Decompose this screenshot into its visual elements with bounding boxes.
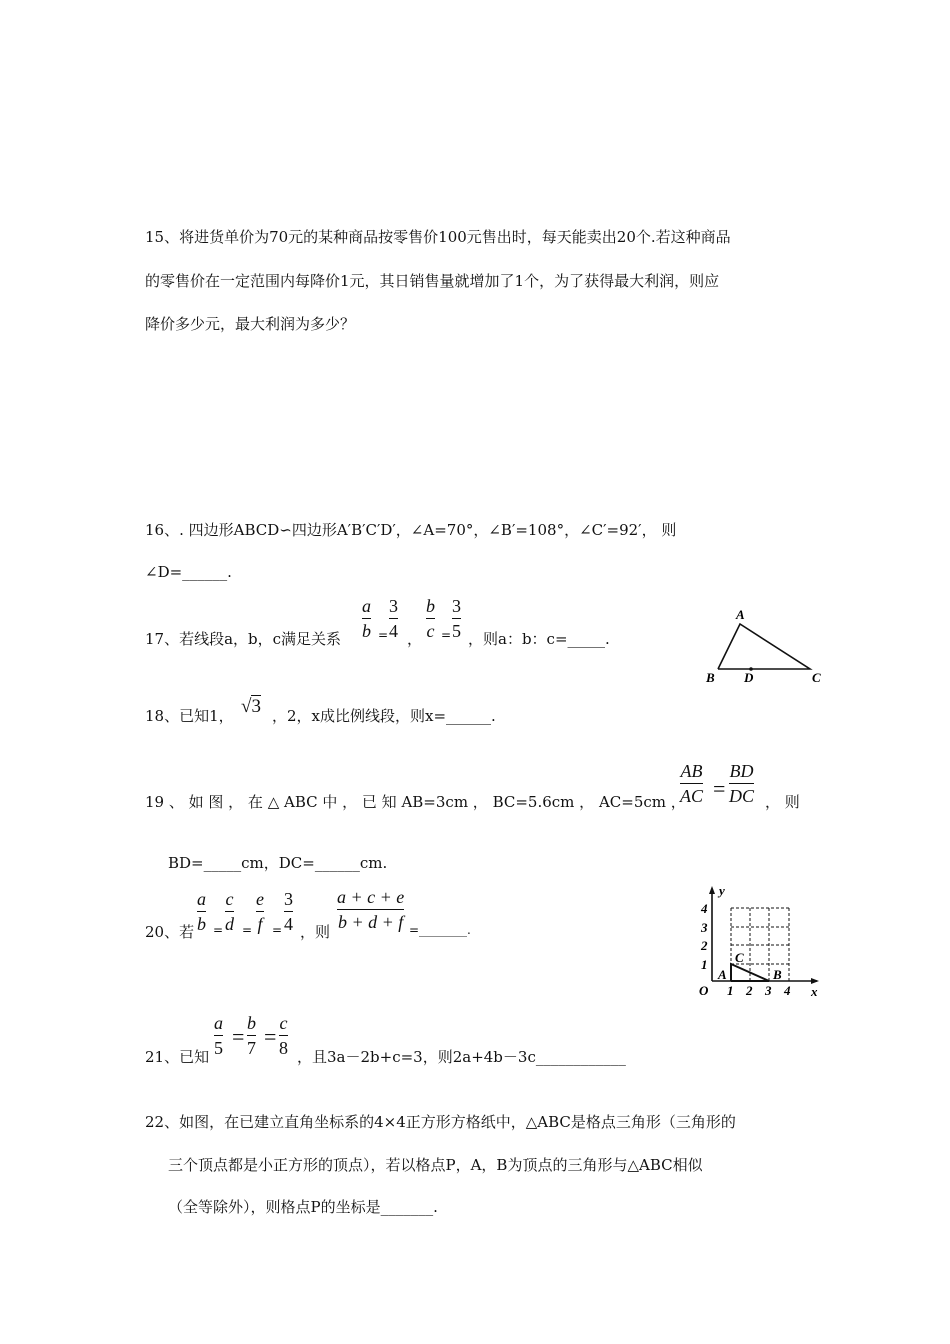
- q21-f1-num: a: [214, 1013, 223, 1033]
- q20-mid: ，则: [300, 923, 331, 941]
- label-a: A: [736, 607, 745, 622]
- q18-suffix: ，2，x成比例线段，则x=______.: [272, 707, 496, 725]
- q20-f4-den: 4: [284, 914, 293, 934]
- q20-f1-num: a: [197, 889, 206, 909]
- q21-f3-den: 8: [279, 1038, 288, 1058]
- y-tick-3: 3: [701, 920, 708, 935]
- q21-f2-den: 7: [247, 1038, 256, 1058]
- q15-line1: 15、将进货单价为70元的某种商品按零售价100元售出时，每天能卖出20个.若这种商品: [145, 228, 731, 246]
- sqrt-sign: √: [241, 696, 252, 717]
- q21-prefix: 21、已知: [145, 1048, 210, 1066]
- q20-suffix: =________.: [409, 923, 471, 937]
- q19-f2-num: BD: [729, 761, 754, 781]
- grid-label-o: O: [699, 983, 709, 998]
- y-tick-4: 4: [701, 901, 708, 916]
- q17-f2-num: 3: [389, 596, 398, 616]
- q22-line2: 三个顶点都是小正方形的顶点），若以格点P，A，B为顶点的三角形与△ABC相似: [168, 1156, 703, 1174]
- q21-f1-den: 5: [214, 1038, 223, 1058]
- q19-f1-den: AC: [680, 786, 704, 806]
- q17-prefix: 17、若线段a，b，c满足关系: [145, 630, 342, 648]
- q20-big-den: b + d + f: [337, 912, 404, 932]
- grid-label-x: x: [811, 984, 818, 999]
- q20-f3-den: f: [257, 914, 263, 934]
- q17-f3-num: b: [426, 596, 435, 616]
- q17-f3-den: c: [426, 621, 435, 641]
- q20-fraction-e-f: [256, 890, 264, 933]
- grid-label-a: A: [718, 967, 727, 982]
- q19-prefix: 19 、 如 图 ， 在 △ ABC 中 ， 已 知 AB=3cm ， BC=5.6cm ， AC=5cm ，: [145, 793, 686, 811]
- q20-fraction-c-d: [225, 890, 234, 933]
- x-tick-3: 3: [765, 983, 772, 998]
- q17-fraction-a-b: [362, 597, 371, 640]
- q20-prefix: 20、若: [145, 923, 195, 941]
- q21-suffix: ，且3a－2b+c=3，则2a+4b－3c____________: [297, 1048, 626, 1066]
- q21-f2-num: b: [247, 1013, 256, 1033]
- q17-fraction-b-c: [426, 597, 435, 640]
- q17-f2-den: 4: [389, 621, 398, 641]
- x-tick-1: 1: [727, 983, 734, 998]
- q17-comma: ，: [407, 630, 423, 648]
- q21-fraction-a-5: [214, 1014, 223, 1057]
- q20-big-fraction: [337, 888, 404, 931]
- q17-f4-num: 3: [452, 596, 461, 616]
- q22-line1: 22、如图，在已建立直角坐标系的4×4正方形方格纸中，△ABC是格点三角形（三角形的: [145, 1113, 736, 1131]
- label-d: D: [744, 670, 754, 685]
- q19-suffix: ， 则: [765, 793, 800, 811]
- y-axis-arrow: [709, 886, 715, 894]
- q17-fraction-3-5: [452, 597, 461, 640]
- q17-suffix: ，则a：b：c=_____.: [468, 630, 610, 648]
- q22-line3: （全等除外），则格点P的坐标是_______.: [168, 1198, 438, 1216]
- q20-eq3: =: [272, 923, 283, 937]
- q16-line2: ∠D=______.: [145, 563, 232, 581]
- q17-eq2: =: [441, 628, 452, 642]
- q15-line3: 降价多少元，最大利润为多少？: [145, 315, 356, 333]
- q21-fraction-b-7: [247, 1014, 256, 1057]
- q17-fraction-3-4: [389, 597, 398, 640]
- q20-f3-num: e: [256, 889, 264, 909]
- q20-f1-den: b: [197, 914, 206, 934]
- q21-f3-num: c: [279, 1013, 288, 1033]
- q20-fraction-a-b: [197, 890, 206, 933]
- q20-eq1: =: [213, 923, 224, 937]
- grid-label-b: B: [773, 967, 782, 982]
- grid-label-y: y: [719, 883, 725, 898]
- grid-label-c: C: [735, 950, 744, 965]
- grid-figure: [695, 882, 830, 1000]
- q18-prefix: 18、已知1，: [145, 707, 234, 725]
- q21-eq2: =: [264, 1024, 277, 1049]
- q19-eq: =: [713, 776, 726, 801]
- q15-line2: 的零售价在一定范围内每降价1元，其日销售量就增加了1个，为了获得最大利润，则应: [145, 272, 720, 290]
- q19-fraction-bd-dc: [729, 762, 754, 805]
- triangle-abc: [718, 624, 810, 669]
- q21-eq1: =: [232, 1024, 245, 1049]
- q17-f4-den: 5: [452, 621, 461, 641]
- q21-fraction-c-8: [279, 1014, 288, 1057]
- q17-f1-num: a: [362, 596, 371, 616]
- y-tick-2: 2: [701, 938, 708, 953]
- sqrt-radicand: 3: [251, 696, 261, 717]
- q20-f2-num: c: [225, 889, 234, 909]
- q20-f2-den: d: [225, 914, 234, 934]
- label-b: B: [706, 670, 715, 685]
- q19-f2-den: DC: [729, 786, 755, 806]
- q20-big-num: a + c + e: [337, 887, 405, 907]
- x-tick-2: 2: [746, 983, 753, 998]
- q19-line2: BD=_____cm，DC=______cm.: [168, 854, 388, 872]
- q19-f1-num: AB: [680, 761, 703, 781]
- q20-eq2: =: [242, 923, 253, 937]
- y-tick-1: 1: [701, 957, 708, 972]
- q20-f4-num: 3: [284, 889, 293, 909]
- q16-line1: 16、. 四边形ABCD∽四边形A′B′C′D′，∠A=70°，∠B′=108°，∠C′=92′， 则: [145, 521, 677, 539]
- label-c: C: [812, 670, 821, 685]
- q17-f1-den: b: [362, 621, 371, 641]
- sqrt-3: [241, 696, 261, 718]
- q19-fraction-ab-ac: [680, 762, 703, 805]
- x-tick-4: 4: [784, 983, 791, 998]
- q17-eq1: =: [378, 628, 389, 642]
- q20-fraction-3-4: [284, 890, 293, 933]
- triangle-figure: [700, 600, 830, 690]
